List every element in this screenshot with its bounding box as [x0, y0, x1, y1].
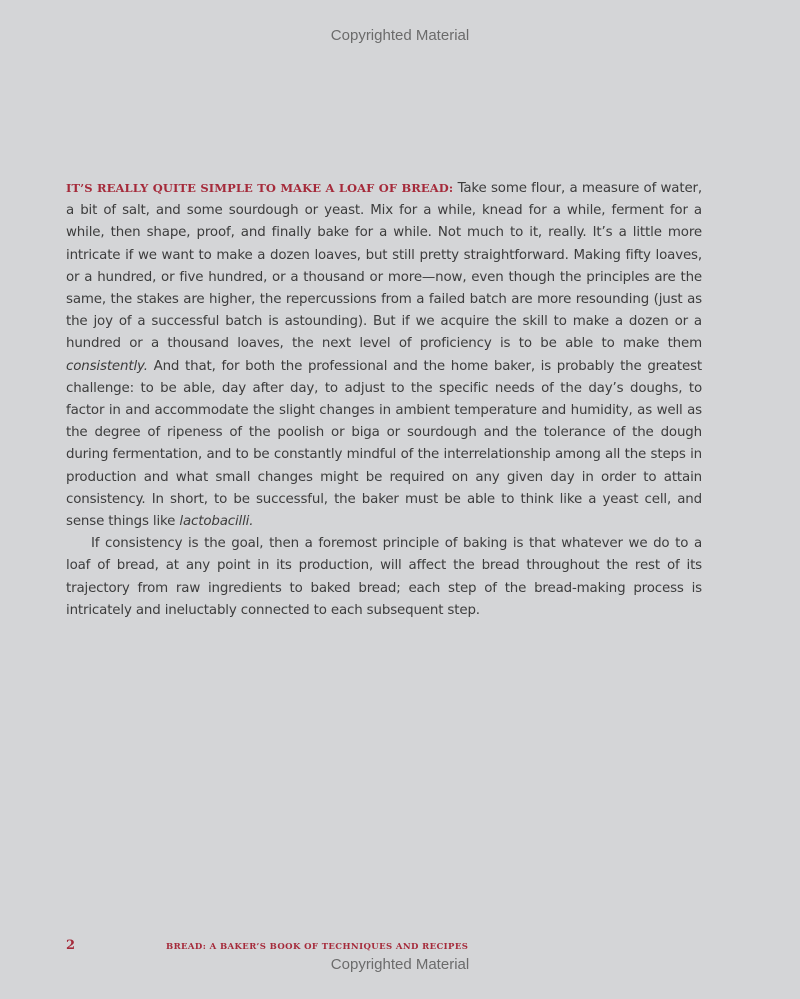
watermark-top: Copyrighted Material — [330, 27, 470, 44]
running-footer: BREAD: A BAKER’S BOOK OF TECHNIQUES AND RECIPES — [166, 942, 469, 952]
paragraph-2: If consistency is the goal, then a foremost principle of baking is that whatever we do to a loaf of bread, at any point in its production, will affect the bread throughout the rest of its trajectory from raw ingredients to baked bread; each step of the bread-making process is intricately and ineluctably connected to each subsequent step. — [66, 536, 702, 618]
paragraph-1-text-b: And that, for both the professional and the home baker, is probably the greatest challenge: to be able, day after day, to adjust to the specific needs of the day’s doughs, to factor in and accommodate the slight changes in ambient temperature and humidity, as well as the degree of ripeness of the poolish or biga or sourdough and the tolerance of the dough during fermentation, and to be constantly mindful of the interrelationship among all the steps in production and what small changes might be required on any given day in order to attain consistency. In short, to be successful, the baker must be able to think like a yeast cell, and sense things like — [66, 358, 702, 530]
emphasis-consistently: consistently. — [66, 358, 148, 374]
emphasis-lactobacilli: lactobacilli. — [179, 514, 254, 530]
lead-in: IT’S REALLY QUITE SIMPLE TO MAKE A LOAF OF BREAD: — [66, 181, 454, 195]
paragraph-1-text-a: Take some flour, a measure of water, a bit of salt, and some sourdough or yeast. Mix for a while, knead for a while, ferment for a while, then shape, proof, and finally bake for a while. Not much to it, really. It’s a little more intricate if we want to make a dozen loaves, but still pretty straightforward. Making fifty loaves, or a hundred, or five hundred, or a thousand or more—now, even though the principles are the same, the stakes are higher, the repercussions from a failed batch are more resounding (just as the joy of a successful batch is astounding). But if we acquire the skill to make a dozen or a hundred or a thousand loaves, the next level of proficiency is to be able to make them — [66, 181, 702, 352]
paragraph-1 — [66, 177, 702, 533]
watermark-bottom: Copyrighted Material — [330, 956, 470, 973]
page-number: 2 — [66, 938, 76, 953]
body-text — [66, 177, 702, 622]
